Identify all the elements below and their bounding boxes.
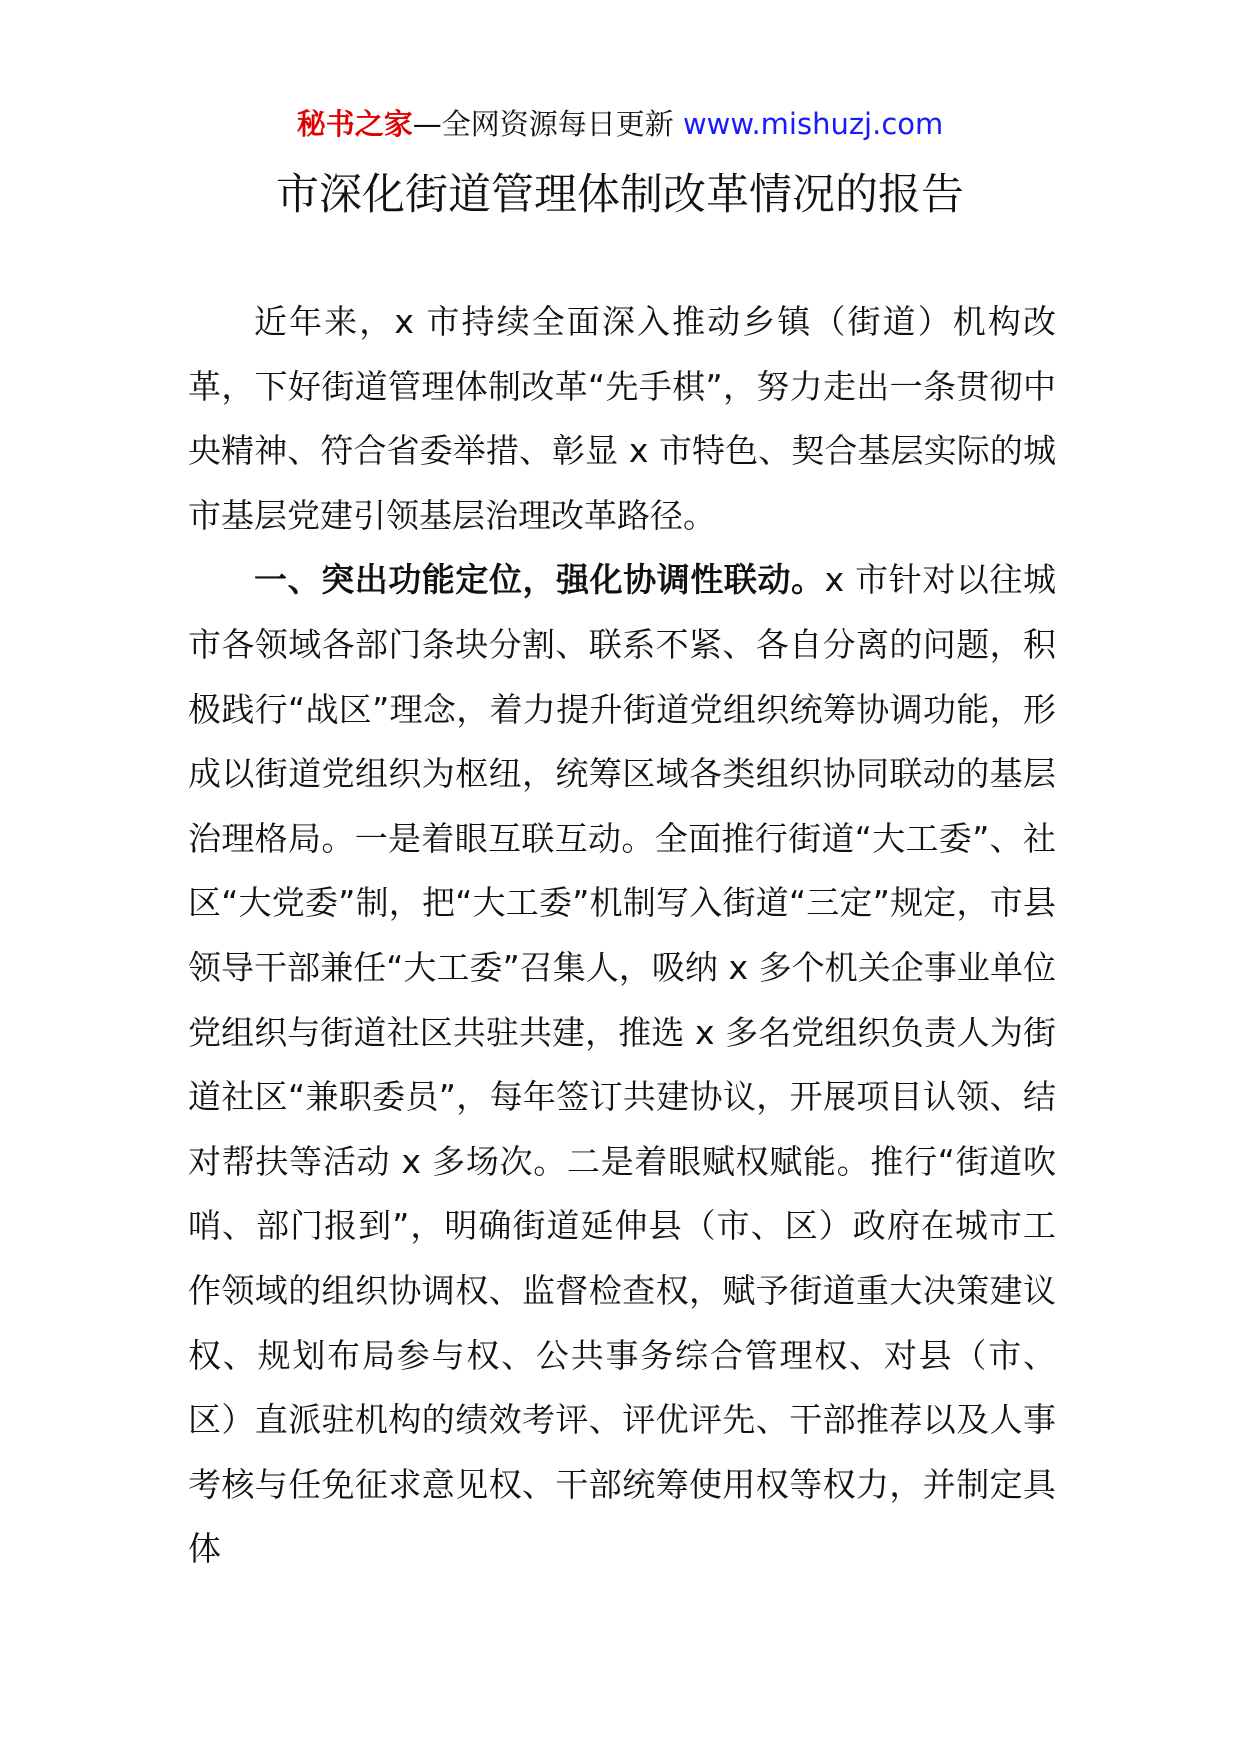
site-url-link[interactable]: www.mishuzj.com [682,107,944,141]
paragraph-section-1 [188,548,1056,1582]
section-1-heading: 一、突出功能定位，强化协调性联动。 [254,560,825,600]
paragraph-intro [188,290,1056,548]
site-header [0,104,1240,144]
section-1-text: x 市针对以往城市各领域各部门条块分割、联系不紧、各自分离的问题，积极践行“战区”理念，着力提升街道党组织统筹协调功能，形成以街道党组织为枢纽，统筹区域各类组织协同联动的基层治理格局。一是着眼互联互动。全面推行街道“大工委”、社区“大党委”制，把“大工委”机制写入街道“三定”规定，市县领导干部兼任“大工委”召集人，吸纳 x 多个机关企事业单位党组织与街道社区共驻共建，推选 x 多名党组织负责人为街道社区“兼职委员”，每年签订共建协议，开展项目认领、结对帮扶等活动 x 多场次。二是着眼赋权赋能。推行“街道吹哨、部门报到”，明确街道延伸县（市、区）政府在城市工作领域的组织协调权、监督检查权，赋予街道重大决策建议权、规划布局参与权、公共事务综合管理权、对县（市、区）直派驻机构的绩效考评、评优评先、干部推荐以及人事考核与任免征求意见权、干部统筹使用权等权力，并制定具体 [188,560,1056,1569]
document-title: 市深化街道管理体制改革情况的报告 [276,170,964,220]
document-body [188,290,1056,1582]
header-slogan: —全网资源每日更新 [412,107,683,141]
paragraph-intro-text: 近年来，x 市持续全面深入推动乡镇（街道）机构改革，下好街道管理体制改革“先手棋”，努力走出一条贯彻中央精神、符合省委举措、彰显 x 市特色、契合基层实际的城市基层党建引领基层治理改革路径。 [188,302,1056,535]
brand-name: 秘书之家 [296,107,413,141]
